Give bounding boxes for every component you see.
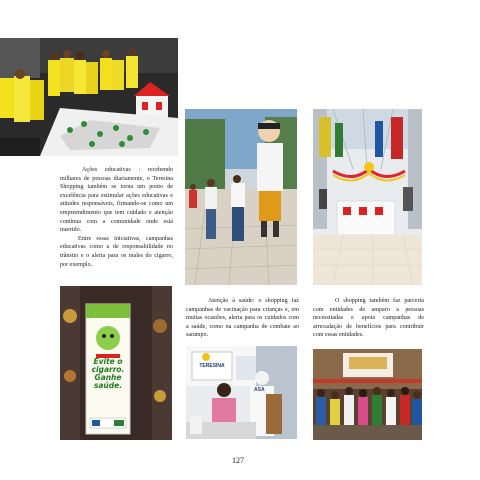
cigarro-sign-text: Evite o cigarro. Ganhe saúde. bbox=[91, 357, 125, 390]
teresina-banner-text: TERESINA bbox=[199, 363, 225, 369]
caption-acoes-paragraph-2: Entre essas iniciativas, campanhas educativas como a de responsabilidade no trânsito e o alerta para os males do cigarro, por exemplo. bbox=[60, 235, 173, 268]
caption-acoes-paragraph-1: Ações educativas : recebendo milhares de pessoas diariamente, o Teresina Shopping também se torna um ponto de excelência para estimular ações educativas e atitudes responsáveis, firmando-se como um empreendimento que tem cuidado e atenção contínua com a comunidade onde está inserido. bbox=[60, 167, 173, 234]
photo-children-traffic-model bbox=[0, 38, 178, 156]
caption-parceria bbox=[313, 297, 424, 340]
asa-badge-text: ASA bbox=[254, 387, 265, 393]
caption-saude-paragraph: Atenção à saúde: o shopping faz campanhas de vacinação para crianças e, em muitas ocasiões, alerta para os cuidados com a saúde, como na campanha de combate ao sarampo. bbox=[186, 298, 299, 339]
photo-cigarette-campaign-sign bbox=[60, 286, 172, 440]
caption-acoes-educativas bbox=[60, 166, 173, 269]
caption-parceria-paragraph: O shopping também faz parceria com entidades de amparo a pessoas necessitadas e apoia campanhas de arrecadação de benefícios para contribuir com essas entidades. bbox=[313, 298, 424, 339]
photo-health-campaign bbox=[186, 346, 297, 439]
page-number: 127 bbox=[232, 456, 244, 465]
photo-charity-event bbox=[313, 349, 422, 440]
photo-street-mascot bbox=[185, 109, 297, 285]
caption-atencao-saude bbox=[186, 297, 299, 340]
photo-mall-atrium bbox=[313, 109, 422, 285]
